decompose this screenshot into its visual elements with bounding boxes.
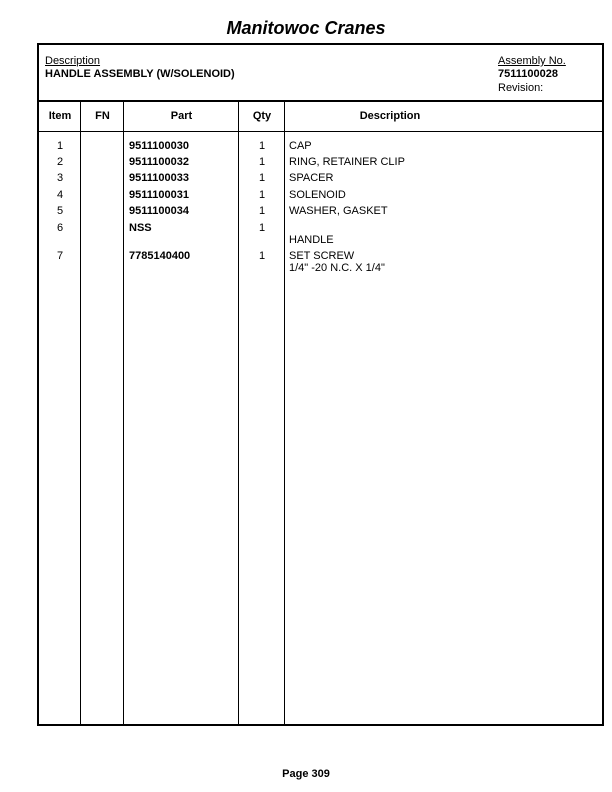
row-item: 3	[56, 172, 64, 184]
row-item: 5	[56, 205, 64, 217]
description-label: Description	[45, 55, 101, 67]
row-description: SPACER	[289, 172, 334, 184]
description-value: HANDLE ASSEMBLY (W/SOLENOID)	[45, 68, 235, 80]
row-part: 7785140400	[129, 250, 191, 262]
row-qty: 1	[258, 250, 266, 262]
row-part: 9511100031	[129, 189, 189, 201]
column-header-part: Part	[170, 110, 193, 122]
row-item: 2	[56, 156, 64, 168]
column-divider	[123, 102, 124, 724]
page-title: Manitowoc Cranes	[226, 18, 386, 38]
assembly-header	[39, 45, 602, 102]
row-description-detail: 1/4" -20 N.C. X 1/4"	[289, 262, 385, 274]
page-number: Page 309	[282, 768, 330, 780]
row-part: 9511100034	[129, 205, 189, 217]
row-description: WASHER, GASKET	[289, 205, 388, 217]
row-qty: 1	[258, 189, 266, 201]
row-description: SET SCREW	[289, 250, 355, 262]
column-header-description: Description	[359, 110, 421, 122]
row-part: NSS	[129, 222, 152, 234]
row-description: CAP	[289, 140, 312, 152]
row-qty: 1	[258, 140, 266, 152]
row-description: HANDLE	[289, 234, 334, 246]
row-item: 4	[56, 189, 64, 201]
assembly-number-label: Assembly No.	[498, 55, 566, 67]
row-qty: 1	[258, 156, 266, 168]
assembly-number-value: 7511100028	[498, 68, 558, 80]
row-qty: 1	[258, 205, 266, 217]
parts-table	[37, 43, 604, 726]
row-qty: 1	[258, 222, 266, 234]
row-part: 9511100033	[129, 172, 189, 184]
row-item: 1	[56, 140, 64, 152]
revision-label: Revision:	[498, 82, 544, 94]
row-part: 9511100032	[129, 156, 189, 168]
column-header-fn: FN	[95, 110, 110, 122]
row-description: RING, RETAINER CLIP	[289, 156, 405, 168]
column-header-item: Item	[48, 110, 72, 122]
row-qty: 1	[258, 172, 266, 184]
row-description: SOLENOID	[289, 189, 346, 201]
column-header-qty: Qty	[252, 110, 272, 122]
row-item: 6	[56, 222, 64, 234]
row-item: 7	[56, 250, 64, 262]
row-part: 9511100030	[129, 140, 189, 152]
